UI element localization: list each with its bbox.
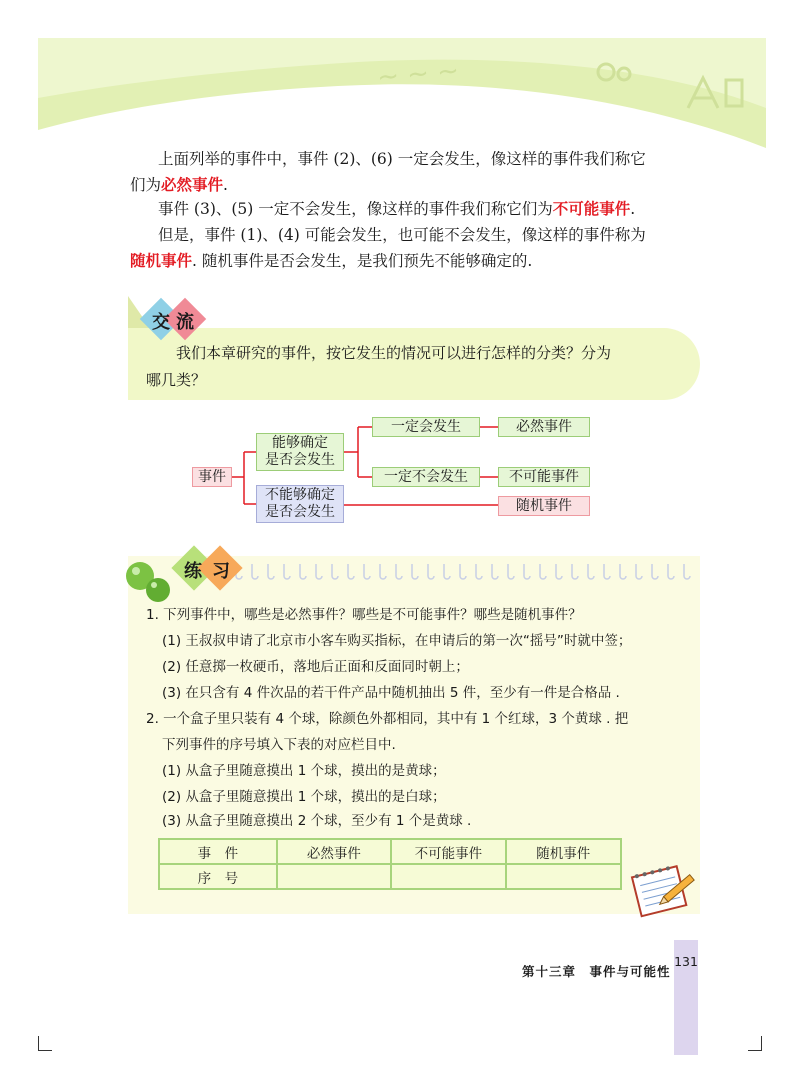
term-random-event: 随机事件 (130, 251, 193, 270)
text: . (223, 176, 228, 194)
paragraph-line: 但是，事件 (1)、(4) 可能会发生，也可能不会发生，像这样的事件称为 (158, 226, 646, 244)
node-line: 不能够确定 (265, 487, 335, 503)
practice-badge-char-2: 习 (212, 561, 230, 582)
exercise-2-question-cont: 下列事件的序号填入下表的对应栏目中. (162, 737, 396, 753)
table-header-cell: 不可能事件 (391, 839, 505, 864)
discuss-badge-char-1: 交 (152, 312, 170, 333)
discuss-badge-char-2: 流 (176, 312, 194, 333)
diagram-node-undeterminable (256, 485, 344, 523)
table-header-cell: 事 件 (159, 839, 277, 864)
exercise-2-item-1: (1) 从盒子里随意摸出 1 个球，摸出的是黄球； (162, 763, 446, 779)
notebook-pencil-icon (628, 860, 700, 920)
page-number: 131 (674, 954, 698, 969)
table-header-row (159, 839, 621, 864)
exercise-2-question: 2. 一个盒子里只装有 4 个球，除颜色外都相同，其中有 1 个红球，3 个黄球 . 把 (146, 711, 629, 727)
diagram-node-will-not-happen: 一定不会发生 (372, 467, 480, 487)
table-row (159, 864, 621, 889)
question-line: 哪几类？ (146, 371, 207, 389)
diagram-node-certain-event: 必然事件 (498, 417, 590, 437)
svg-text:~ ~ ~: ~ ~ ~ (375, 55, 461, 93)
term-impossible-event: 不可能事件 (552, 199, 631, 218)
diagram-node-event: 事件 (192, 467, 232, 487)
question-line: 我们本章研究的事件，按它发生的情况可以进行怎样的分类？分为 (176, 344, 612, 362)
node-line: 能够确定 (272, 435, 328, 451)
table-row-label: 序 号 (159, 864, 277, 889)
table-answer-cell[interactable] (277, 864, 391, 889)
table-answer-cell[interactable] (506, 864, 621, 889)
chapter-footer: 第十三章 事件与可能性 (522, 964, 671, 979)
paragraph-line: 上面列举的事件中，事件 (2)、(6) 一定会发生，像这样的事件我们称它 (158, 150, 646, 168)
text: . 随机事件是否会发生，是我们预先不能够确定的. (192, 252, 533, 270)
table-header-cell: 必然事件 (277, 839, 391, 864)
diagram-node-random-event: 随机事件 (498, 496, 590, 516)
table-header-cell: 随机事件 (506, 839, 621, 864)
node-line: 是否会发生 (265, 504, 335, 520)
green-balls-icon (118, 548, 188, 608)
diagram-node-will-happen: 一定会发生 (372, 417, 480, 437)
classification-table (158, 838, 622, 890)
exercise-1-item-3: (3) 在只含有 4 件次品的若干件产品中随机抽出 5 件，至少有一件是合格品 . (162, 685, 620, 701)
node-line: 是否会发生 (265, 452, 335, 468)
text: 事件 (3)、(5) 一定不会发生，像这样的事件我们称它们为 (158, 200, 553, 218)
text: . (630, 200, 636, 218)
exercise-2-item-3: (3) 从盒子里随意摸出 2 个球，至少有 1 个是黄球 . (162, 813, 472, 829)
exercise-1-question: 1. 下列事件中，哪些是必然事件？哪些是不可能事件？哪些是随机事件？ (146, 607, 582, 623)
exercise-1-item-1: (1) 王叔叔申请了北京市小客车购买指标，在申请后的第一次“摇号”时就中签； (162, 633, 632, 649)
exercise-2-item-2: (2) 从盒子里随意摸出 1 个球，摸出的是白球； (162, 789, 446, 805)
term-certain-event: 必然事件 (161, 175, 224, 194)
spiral-binding-decoration (232, 560, 694, 584)
table-answer-cell[interactable] (391, 864, 505, 889)
diagram-node-determinable (256, 433, 344, 471)
text: 们为 (130, 176, 162, 194)
practice-badge-char-1: 练 (184, 561, 202, 582)
diagram-node-impossible-event: 不可能事件 (498, 467, 590, 487)
exercise-1-item-2: (2) 任意掷一枚硬币，落地后正面和反面同时朝上； (162, 659, 469, 675)
